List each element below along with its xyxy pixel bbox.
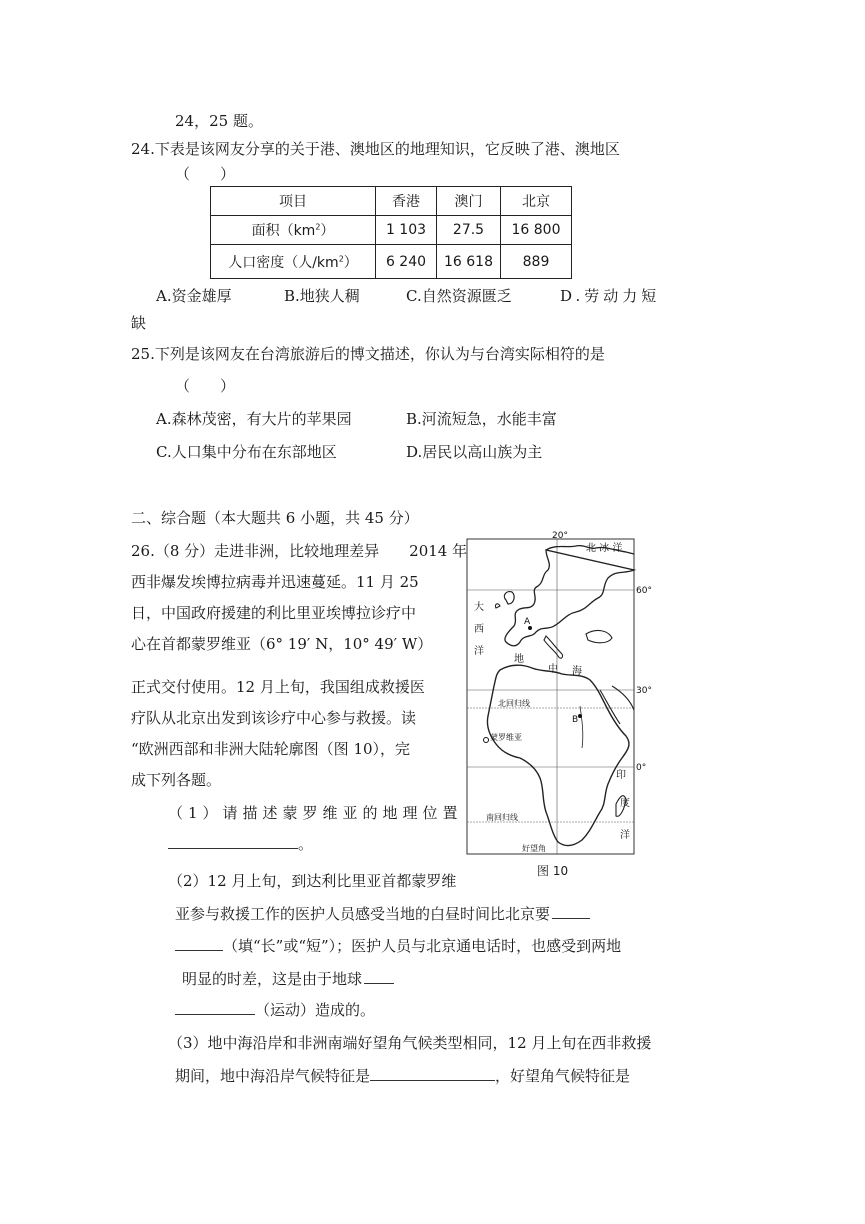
q24-option-c: C.自然资源匮乏 bbox=[406, 287, 512, 305]
ireland-outline bbox=[495, 604, 500, 608]
label-lat0: 0° bbox=[636, 763, 647, 773]
label-med-2: 中 bbox=[548, 664, 558, 675]
table-header: 项目 bbox=[211, 187, 376, 216]
q24-option-b: B.地狭人稠 bbox=[284, 287, 360, 305]
q25-stem: 25.下列是该网友在台湾旅游后的博文描述，你认为与台湾实际相符的是 bbox=[131, 345, 605, 363]
q26-line: 成下列各题。 bbox=[131, 771, 222, 789]
q26-line: 日，中国政府援建的利比里亚埃博拉诊疗中 bbox=[131, 604, 417, 622]
q26-sub2-line3 bbox=[175, 936, 621, 956]
label-lat30: 30° bbox=[636, 686, 652, 696]
label-atlantic-3: 洋 bbox=[474, 646, 484, 657]
q26-sub2-text: 明显的时差，这是由于地球 bbox=[182, 970, 363, 988]
point-b-marker bbox=[578, 714, 582, 718]
label-tropic-south: 南回归线 bbox=[486, 813, 518, 822]
q26-sub2-text: 亚参与救援工作的医护人员感受当地的白昼时间比北京要 bbox=[175, 905, 551, 923]
answer-blank[interactable] bbox=[364, 969, 394, 984]
britain-outline bbox=[504, 592, 514, 604]
label-indian-3: 洋 bbox=[620, 830, 630, 841]
label-b: B bbox=[572, 715, 579, 725]
q26-line: 疗队从北京出发到该诊疗中心参与救援。读 bbox=[131, 709, 417, 727]
map-caption: 图 10 bbox=[537, 864, 569, 878]
map-figure bbox=[466, 530, 656, 860]
label-cape: 好望角 bbox=[522, 844, 546, 853]
black-sea-outline bbox=[586, 631, 612, 643]
label-a: A bbox=[524, 617, 531, 627]
label-lon20: 20° bbox=[552, 531, 568, 541]
monrovia-marker bbox=[484, 738, 489, 743]
label-arctic-ocean: 北 冰 洋 bbox=[586, 543, 623, 554]
q24-option-d: D.劳动力短 bbox=[560, 287, 661, 305]
q24-option-d-wrap: 缺 bbox=[131, 314, 147, 332]
q26-sub3-line2 bbox=[175, 1066, 630, 1086]
top-line: 24，25 题。 bbox=[175, 112, 263, 130]
q26-line: “欧洲西部和非洲大陆轮廓图（图 10），完 bbox=[131, 740, 411, 758]
answer-blank[interactable] bbox=[175, 1000, 255, 1015]
q25-option-b: B.河流短急，水能丰富 bbox=[406, 410, 557, 428]
table-cell: 889 bbox=[501, 245, 572, 279]
label-indian-2: 度 bbox=[620, 798, 630, 809]
label-atlantic-2: 西 bbox=[474, 624, 484, 635]
label-med-1: 地 bbox=[514, 654, 524, 665]
label-indian-1: 印 bbox=[616, 770, 626, 781]
q26-sub2-text: （运动）造成的。 bbox=[255, 1001, 376, 1019]
q25-option-a: A.森林茂密，有大片的苹果园 bbox=[156, 410, 352, 428]
label-med-3: 海 bbox=[572, 666, 582, 677]
q26-sub2-line5 bbox=[175, 1000, 375, 1020]
answer-blank[interactable] bbox=[552, 904, 590, 919]
q25-paren: （ ） bbox=[175, 377, 236, 395]
q24-paren: （ ） bbox=[175, 165, 236, 183]
q26-sub2-line4 bbox=[182, 969, 394, 989]
q26-line: 西非爆发埃博拉病毒并迅速蔓延。11 月 25 bbox=[131, 573, 419, 591]
q24-stem: 24.下表是该网友分享的关于港、澳地区的地理知识，它反映了港、澳地区 bbox=[131, 140, 620, 158]
table-cell: 1 103 bbox=[376, 216, 437, 245]
section-heading: 二、综合题（本大题共 6 小题，共 45 分） bbox=[131, 509, 419, 527]
label-atlantic-1: 大 bbox=[474, 602, 484, 613]
q26-sub1: （1）请描述蒙罗维亚的地理位置 bbox=[168, 804, 463, 822]
table-header: 香港 bbox=[376, 187, 437, 216]
table-cell: 27.5 bbox=[437, 216, 501, 245]
q26-line: 心在首都蒙罗维亚（6° 19′ N，10° 49′ W） bbox=[131, 635, 433, 653]
answer-blank[interactable] bbox=[168, 834, 298, 849]
label-monrovia: 蒙罗维亚 bbox=[490, 733, 522, 742]
nile-line bbox=[580, 706, 583, 748]
label-lat60: 60° bbox=[636, 586, 652, 596]
table-header: 北京 bbox=[501, 187, 572, 216]
q26-sub3-text: ，好望角气候特征是 bbox=[495, 1067, 631, 1085]
q26-sub2-text: （填“长”或“短”）；医护人员与北京通电话时，也感受到两地 bbox=[223, 937, 622, 955]
answer-blank[interactable] bbox=[370, 1066, 495, 1081]
table-header-row bbox=[211, 187, 572, 216]
q26-line: 26.（8 分）走进非洲，比较地理差异 2014 年 bbox=[131, 542, 468, 560]
italy-outline bbox=[544, 636, 563, 658]
q24-option-a: A.资金雄厚 bbox=[156, 287, 232, 305]
table-row bbox=[211, 216, 572, 245]
q25-option-c: C.人口集中分布在东部地区 bbox=[156, 443, 337, 461]
europe-outline bbox=[505, 546, 634, 646]
table-cell: 面积$(km^2)$ bbox=[211, 216, 376, 245]
table-cell: 16 618 bbox=[437, 245, 501, 279]
q26-sub3-text: 期间，地中海沿岸气候特征是 bbox=[175, 1067, 371, 1085]
q26-line: 正式交付使用。12 月上旬，我国组成救援医 bbox=[131, 678, 425, 696]
q24-table bbox=[210, 186, 572, 279]
q26-sub2-line2 bbox=[175, 904, 590, 924]
q26-sub1-end: 。 bbox=[298, 835, 314, 853]
table-cell: 6 240 bbox=[376, 245, 437, 279]
answer-blank[interactable] bbox=[175, 936, 223, 951]
q26-sub1-answer bbox=[168, 834, 313, 854]
table-cell: 16 800 bbox=[501, 216, 572, 245]
q26-sub2-line1: （2）12 月上旬，到达利比里亚首都蒙罗维 bbox=[168, 872, 457, 890]
q25-option-d: D.居民以高山族为主 bbox=[406, 443, 543, 461]
table-header: 澳门 bbox=[437, 187, 501, 216]
table-cell: 人口密度（人$/km^2$） bbox=[211, 245, 376, 279]
table-row bbox=[211, 245, 572, 279]
label-tropic-north: 北回归线 bbox=[498, 699, 530, 708]
q26-sub3-line1: （3）地中海沿岸和非洲南端好望角气候类型相同，12 月上旬在西非救援 bbox=[168, 1034, 652, 1052]
